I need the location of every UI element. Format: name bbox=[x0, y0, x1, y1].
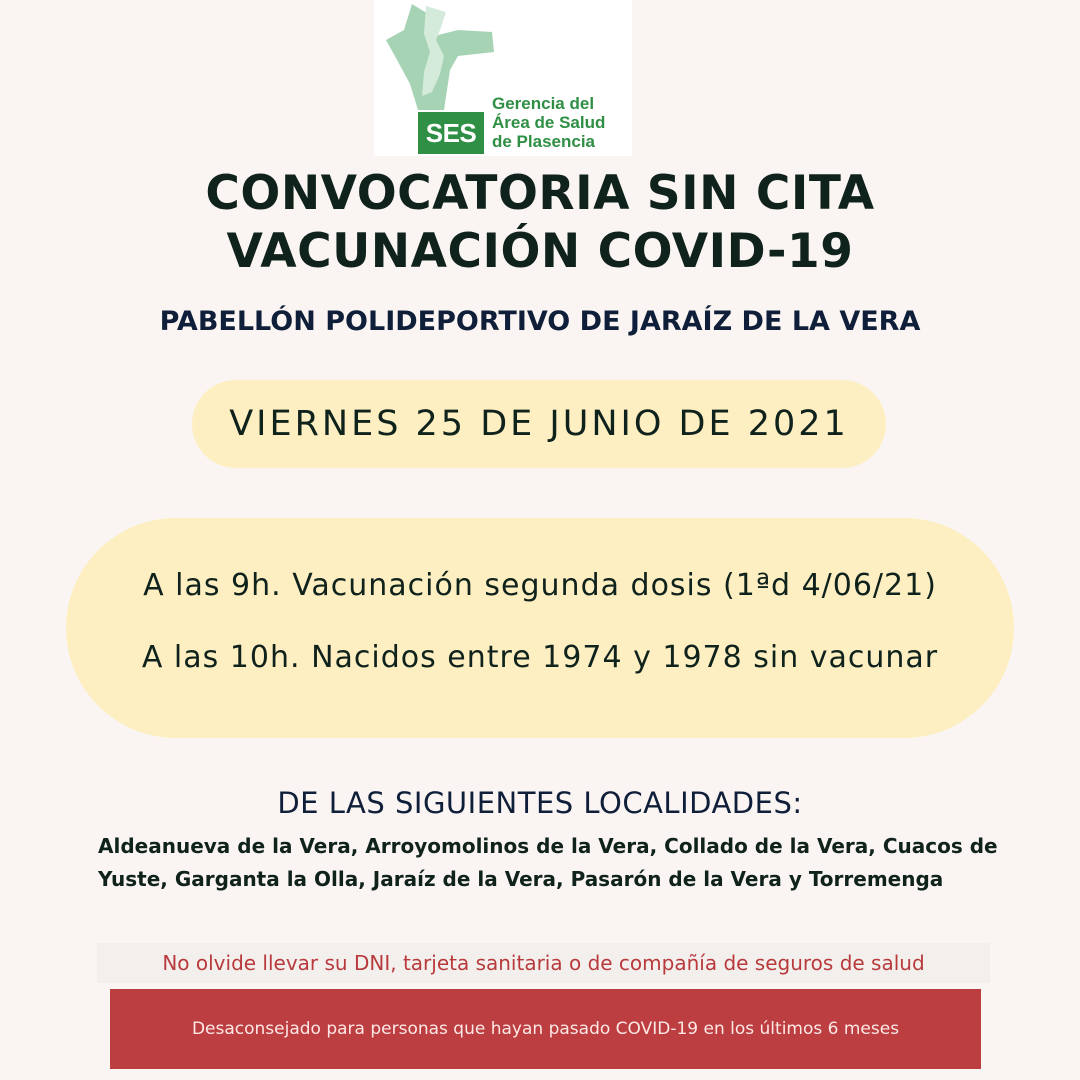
logo-text bbox=[492, 94, 605, 151]
date-text: VIERNES 25 DE JUNIO DE 2021 bbox=[229, 404, 849, 444]
logo-line-2: Área de Salud bbox=[492, 113, 606, 132]
document-reminder bbox=[97, 943, 990, 983]
localities-list: Aldeanueva de la Vera, Arroyomolinos de la Vera, Collado de la Vera, Cuacos de Yuste, Garganta la Olla, Jaraíz de la Vera, Pasarón de la Vera y Torremenga bbox=[98, 834, 998, 891]
heading-line-1: CONVOCATORIA SIN CITA bbox=[205, 166, 875, 221]
warning-text: Desaconsejado para personas que hayan pasado COVID-19 en los últimos 6 meses bbox=[191, 1019, 900, 1039]
warning-banner bbox=[110, 989, 981, 1069]
ses-badge: SES bbox=[425, 117, 477, 148]
schedule-line-1: A las 9h. Vacunación segunda dosis (1ªd 4/06/21) bbox=[143, 568, 937, 603]
venue-title: PABELLÓN POLIDEPORTIVO DE JARAÍZ DE LA VERA bbox=[159, 306, 921, 337]
localities-title: DE LAS SIGUIENTES LOCALIDADES: bbox=[277, 786, 803, 820]
date-pill bbox=[192, 380, 886, 468]
logo-line-3: de Plasencia bbox=[492, 132, 596, 151]
document-reminder-text: No olvide llevar su DNI, tarjeta sanitaria o de compañía de seguros de salud bbox=[162, 951, 925, 975]
heading-line-2: VACUNACIÓN COVID-19 bbox=[226, 224, 854, 279]
ses-logo bbox=[374, 0, 632, 156]
schedule-line-2: A las 10h. Nacidos entre 1974 y 1978 sin vacunar bbox=[141, 640, 939, 675]
logo-line-1: Gerencia del bbox=[492, 94, 595, 113]
schedule-pill bbox=[66, 518, 1014, 738]
